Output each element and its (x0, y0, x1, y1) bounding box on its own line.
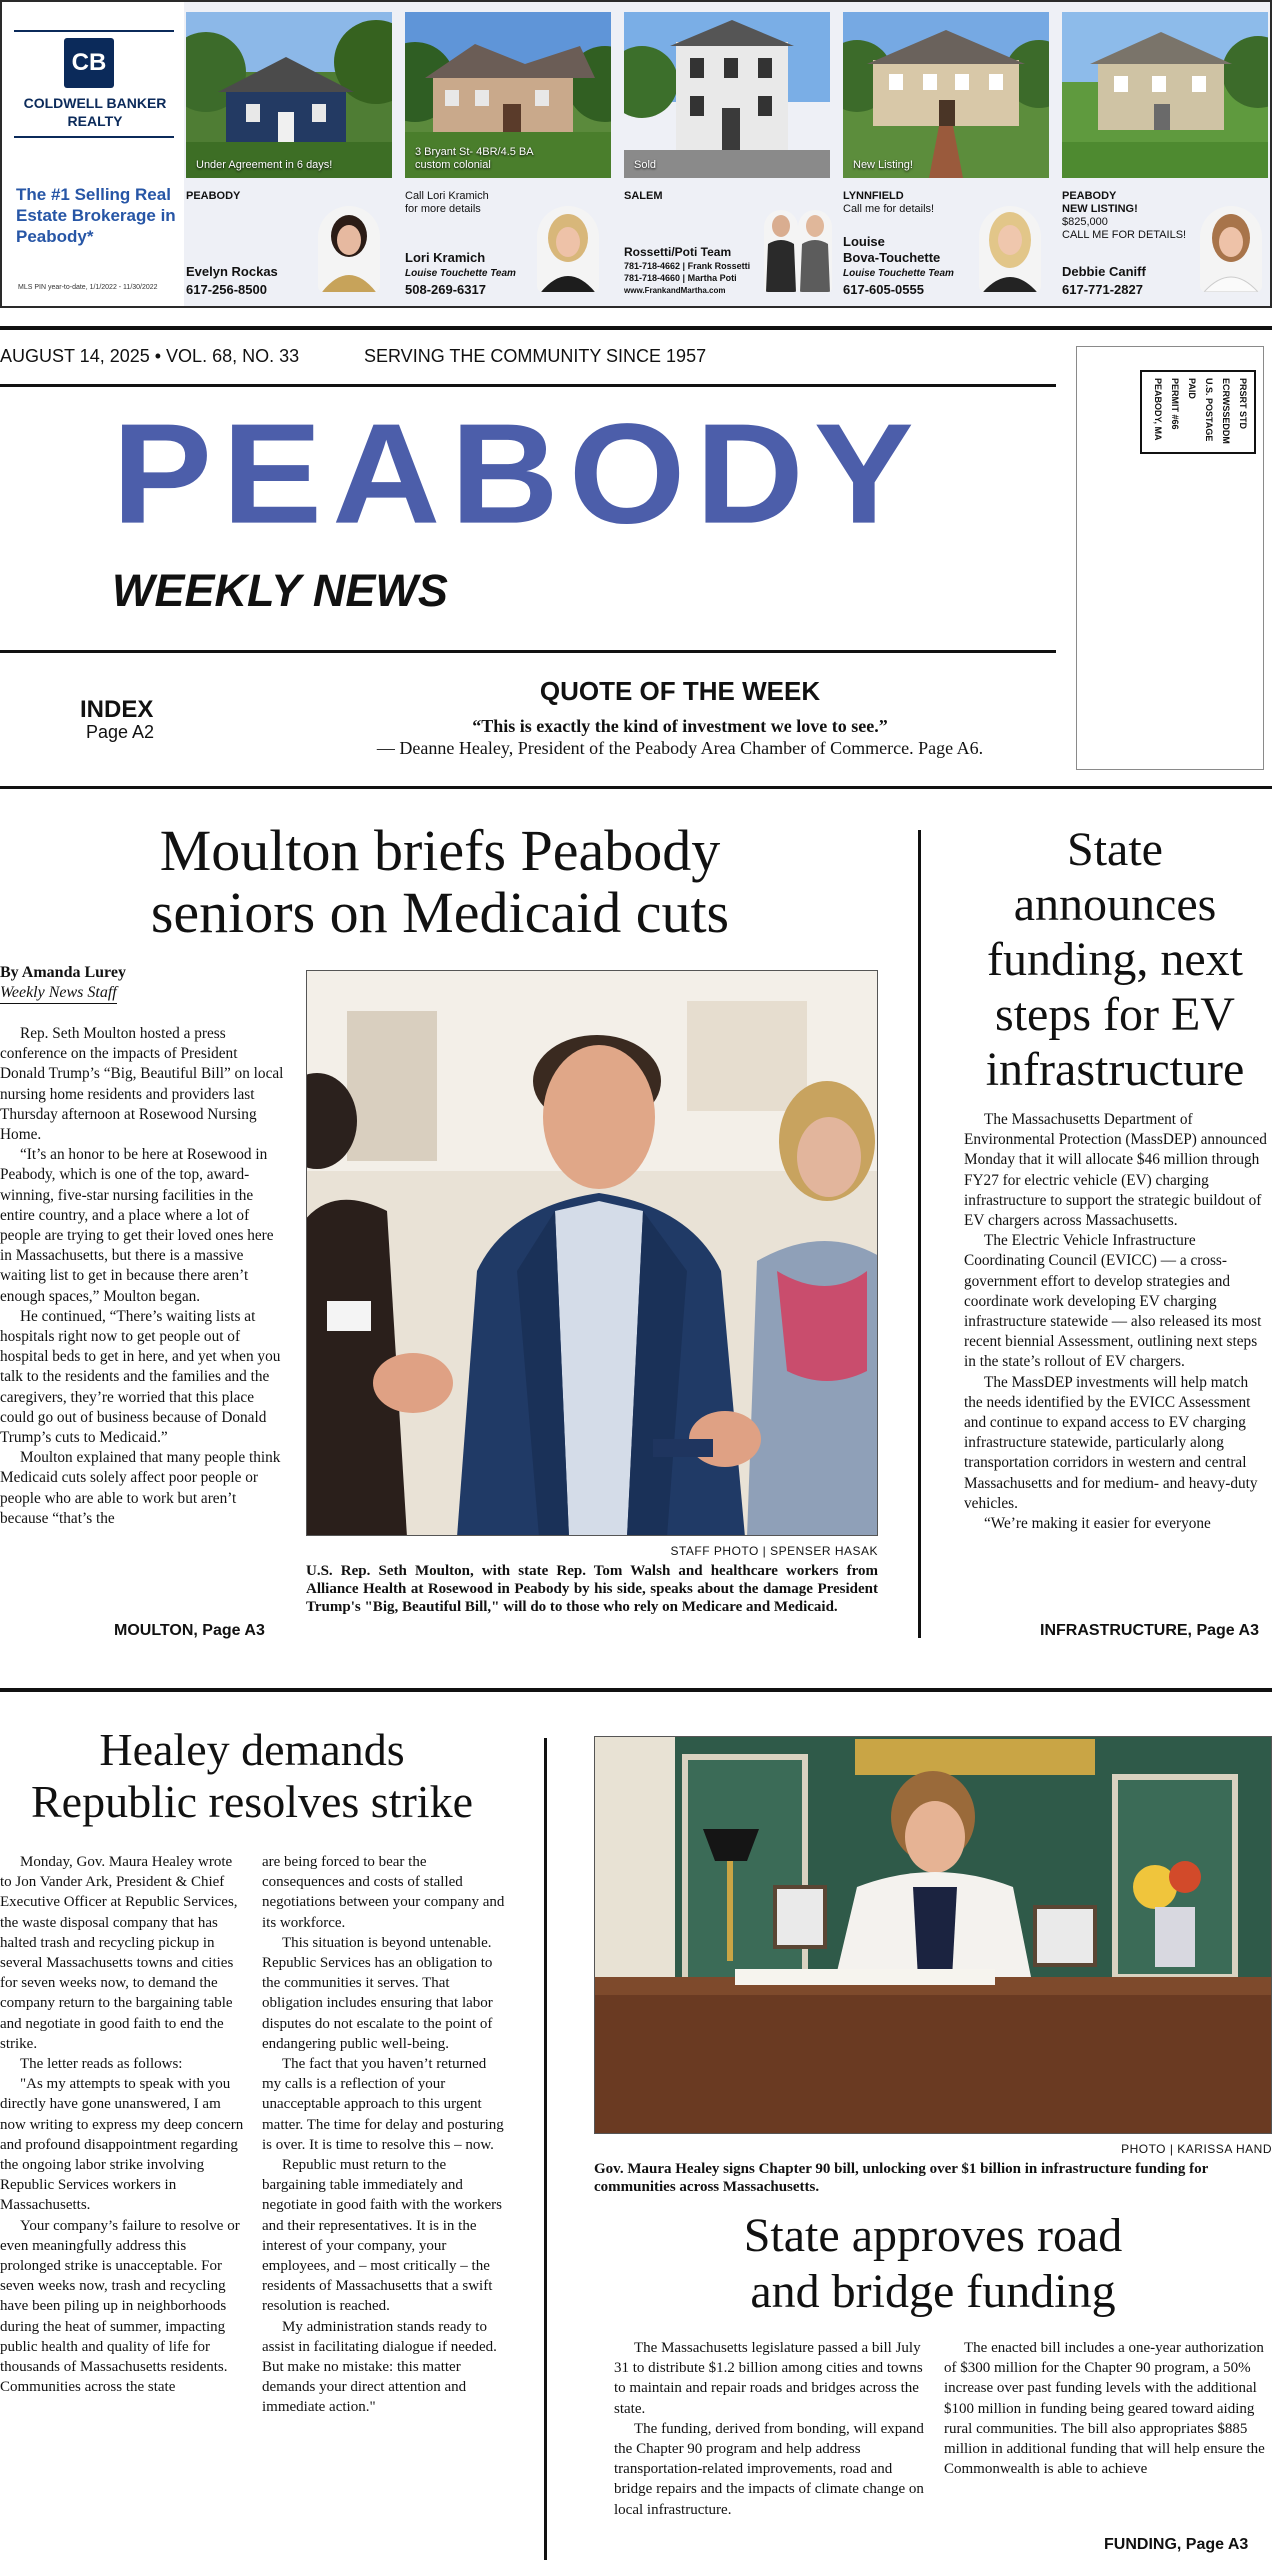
postage-permit-indicia (1140, 370, 1256, 454)
agent-phone: 617-605-0555 (843, 282, 924, 297)
issue-date-line: AUGUST 14, 2025 • VOL. 68, NO. 33 (0, 346, 300, 366)
headline-line: State (1067, 823, 1163, 876)
masthead-title: PEABODY (112, 393, 924, 554)
healey-signing-photo (594, 1736, 1272, 2134)
article-paragraph: are being forced to bear the consequences and costs of stalled negotiations between your company and its workforce. (262, 1854, 505, 1931)
quote-of-the-week-label: QUOTE OF THE WEEK (539, 676, 821, 706)
article-paragraph: The letter reads as follows: (20, 2056, 183, 2073)
index-page-ref[interactable]: Page A2 (86, 722, 155, 742)
house-photo (843, 12, 1049, 178)
photo-cutline: U.S. Rep. Seth Moulton, with state Rep. Tom Walsh and healthcare workers from Alliance Health at Rosewood in Peabody by his side, speaks about the damage President Trump's "Big, Beautiful Bill," will do to those who rely on Medicare and Medicaid. (306, 1563, 878, 1615)
house-image (1062, 12, 1268, 178)
house-photo (624, 12, 830, 178)
coldwell-banker-logo: CB (64, 38, 114, 88)
healey-strike-col-1 (0, 1852, 246, 2397)
road-funding-headline[interactable] (594, 2208, 1272, 2320)
byline-role: Weekly News Staff (0, 984, 117, 1004)
listing-card (186, 12, 392, 306)
article-paragraph: The funding, derived from bonding, will expand the Chapter 90 program and help address transportation-related improvements, road and bridge repairs and the impacts of climate change on local infrastructure. (614, 2420, 924, 2518)
headline-line: seniors on Medicaid cuts (150, 880, 730, 945)
listing-card (1062, 12, 1268, 306)
headline-line: steps for EV (995, 988, 1235, 1041)
agent-phone: 617-771-2827 (1062, 282, 1143, 297)
moulton-photo (306, 970, 878, 1536)
moulton-jump-link[interactable]: MOULTON, Page A3 (114, 1622, 265, 1639)
article-paragraph: The fact that you haven’t returned my calls is a reflection of your unacceptable approach to this urgent matter. The time for delay and posturing is over. It is time to resolve this – now. (262, 2056, 504, 2153)
fine-print: MLS PIN year-to-date, 1/1/2022 - 11/30/2022 (18, 284, 158, 291)
listing-card (624, 12, 830, 306)
caption-line: 3 Bryant St- 4BR/4.5 BA (415, 146, 534, 158)
photo-credit: STAFF PHOTO | SPENSER HASAK (670, 1544, 878, 1558)
quote-text: “This is exactly the kind of investment we love to see.” (472, 716, 888, 736)
quote-attribution: — Deanne Healey, President of the Peabody Area Chamber of Commerce. Page A6. (376, 738, 984, 758)
agent-phone: 508-269-6317 (405, 282, 486, 297)
headline-line: State approves road (743, 2209, 1123, 2262)
realty-ad-banner (0, 0, 1272, 308)
listing-card (843, 12, 1049, 306)
article-paragraph: Moulton explained that many people think Medicaid cuts solely affect poor people or people who are able to work but aren’t because “that’s the (0, 1449, 281, 1527)
moulton-press-conference-image (307, 971, 878, 1536)
masthead-subtitle: WEEKLY NEWS (112, 565, 448, 616)
photo-credit: PHOTO | KARISSA HAND (1121, 2142, 1272, 2156)
brand-name (10, 94, 180, 130)
article-paragraph: Republic must return to the bargaining table immediately and negotiate in good faith with the workers and their representatives. It is in the interest of your company, your employees, and – most critically – the residents of Massachusetts that a swift resolution is reached. (262, 2157, 502, 2315)
article-paragraph: The Massachusetts legislature passed a bill July 31 to distribute $1.2 billion among cities and towns to maintain and repair roads and bridges across the state. (614, 2340, 923, 2417)
permit-line: PRSRT STD (1238, 378, 1248, 430)
brand-name-line-2: REALTY (67, 113, 123, 129)
house-image (186, 12, 392, 178)
agent-name: Debbie Caniff (1062, 264, 1146, 279)
divider (0, 384, 1056, 387)
permit-line: PEABODY, MA (1153, 378, 1163, 441)
serving-since-line: SERVING THE COMMUNITY SINCE 1957 (364, 346, 707, 366)
article-paragraph: Monday, Gov. Maura Healey wrote to Jon Vander Ark, President & Chief Executive Officer at Republic Services, the waste disposal company that has halted trash and recycling pickup in several Massachusetts towns and cities for seven weeks now, to demand the company return to the bargaining table and negotiate in good faith to end the strike. (0, 1854, 238, 2052)
agent-headshot (764, 210, 798, 292)
house-image (843, 12, 1049, 178)
brand-name-line-1: COLDWELL BANKER (23, 95, 167, 111)
agent-phone: 617-256-8500 (186, 282, 267, 297)
permit-line: PERMIT #66 (1170, 378, 1180, 430)
listing-town: PEABODY (186, 190, 241, 202)
divider (0, 1688, 1272, 1692)
road-funding-col-2 (944, 2338, 1266, 2479)
healey-strike-headline[interactable] (0, 1724, 504, 1828)
listing-caption: Under Agreement in 6 days! (196, 159, 333, 171)
headline-line: Healey demands (99, 1724, 405, 1775)
article-paragraph: "As my attempts to speak with you directly have gone unanswered, I am now writing to express my deep concern and profound disappointment regarding the ongoing labor strike involving Republic Services workers in Massachusetts. (0, 2076, 244, 2214)
column-divider (918, 830, 921, 1638)
agent-name-line: Bova-Touchette (843, 250, 941, 265)
house-photo (405, 12, 611, 178)
column-divider (544, 1738, 547, 2560)
headline-line: and bridge funding (750, 2265, 1116, 2318)
listing-caption: Sold (634, 159, 657, 171)
article-paragraph: The Massachusetts Department of Environmental Protection (MassDEP) announced Monday that it will allocate $46 million through FY27 for electric vehicle (EV) charging infrastructure to support the strategic buildout of EV chargers across Massachusetts. (964, 1111, 1267, 1230)
agent-headshot (798, 210, 832, 292)
coldwell-banker-panel (2, 2, 184, 306)
brokerage-tagline: The #1 Selling Real Estate Brokerage in Peabody* (16, 185, 176, 246)
article-paragraph: “We’re making it easier for everyone (984, 1515, 1211, 1533)
agent-headshot (979, 206, 1041, 292)
article-paragraph: The Electric Vehicle Infrastructure Coordinating Council (EVICC) — a cross-government effort to develop strategies and coordinate work developing EV charging infrastructure statewide — also released its most recent biennial Assessment, outlining next steps in the state’s rollout of EV chargers. (964, 1232, 1262, 1371)
article-paragraph: This situation is beyond untenable. Republic Services has an obligation to the communities it serves. That obligation includes ensuring that labor disputes do not escalate to the point of endangering public well-being. (262, 1934, 493, 2052)
house-photo (186, 12, 392, 178)
article-paragraph: The MassDEP investments will help match the needs identified by the EVICC Assessment and continue to expand access to EV charging infrastructure statewide, particularly along transportation corridors in western and central Massachusetts and for medium- and heavy-duty vehicles. (964, 1373, 1258, 1512)
agent-contact: 781-718-4660 | Martha Poti (624, 273, 737, 283)
ev-article-body (964, 1110, 1270, 1534)
healey-strike-col-2 (262, 1852, 508, 2418)
agent-team: Louise Touchette Team (405, 268, 516, 279)
house-photo (1062, 12, 1268, 178)
agent-name (843, 234, 940, 266)
article-paragraph: He continued, “There’s waiting lists at hospitals right now to get people out of hospital beds to get in here, and yet when you talk to the residents and the families and the caregivers, they’re worried that this place could go out of business because of Donald Trump’s cuts to Medicaid.” (0, 1307, 281, 1447)
caption-line: custom colonial (415, 159, 491, 171)
divider (0, 326, 1272, 330)
listing-price: $825,000 (1062, 216, 1108, 228)
article-paragraph: The enacted bill includes a one-year authorization of $300 million for the Chapter 90 program, a 50% increase over past funding levels with the additional $100 million in funding being geared toward aiding rural communities. The bill also appropriates $885 million in additional funding that will help ensure the Commonwealth is able to achieve (944, 2340, 1265, 2478)
agent-team: Louise Touchette Team (843, 268, 954, 279)
permit-line: U.S. POSTAGE (1204, 378, 1214, 442)
listing-note: Call Lori Kramich (405, 190, 489, 202)
agent-website: www.FrankandMartha.com (624, 286, 726, 295)
divider (0, 650, 1056, 653)
index-label[interactable]: INDEX (80, 696, 154, 723)
headline-line: infrastructure (985, 1043, 1245, 1096)
permit-line: ECRWSSEDDM (1221, 378, 1231, 444)
house-image (624, 12, 830, 178)
ev-headline[interactable] (958, 822, 1272, 1097)
agent-name: Evelyn Rockas (186, 264, 278, 279)
moulton-headline[interactable] (0, 820, 880, 944)
listing-town: PEABODY (1062, 190, 1117, 202)
divider (14, 136, 174, 138)
agent-headshot (537, 206, 599, 292)
moulton-article-body (0, 1024, 284, 1529)
article-paragraph: My administration stands ready to assist in facilitating dialogue if needed. But make no mistake: this matter demands your direct attention and immediate action." (262, 2318, 497, 2416)
listing-note: CALL ME FOR DETAILS! (1062, 229, 1187, 241)
listing-town: SALEM (624, 190, 663, 202)
headline-line: Moulton briefs Peabody (159, 818, 721, 883)
listing-note: for more details (405, 203, 481, 215)
healey-signing-image (595, 1737, 1272, 2134)
funding-jump-link[interactable]: FUNDING, Page A3 (1104, 2536, 1249, 2553)
permit-text (1152, 378, 1248, 448)
article-paragraph: “It’s an honor to be here at Rosewood in Peabody, which is one of the top, award-winning, five-star nursing facilities in the entire country, and a place where a lot of people are trying to get their loved ones here in Massachusetts, but there is a massive waiting list to get in because there aren’t enough spaces,” Moulton began. (0, 1146, 274, 1305)
listing-caption (415, 146, 534, 172)
photo-cutline: Gov. Maura Healey signs Chapter 90 bill, unlocking over $1 billion in infrastructure funding for communities across Massachusetts. (594, 2161, 1208, 2195)
listing-caption: New Listing! (853, 159, 913, 171)
ev-jump-link[interactable]: INFRASTRUCTURE, Page A3 (1040, 1622, 1259, 1639)
divider (0, 786, 1272, 789)
agent-contact: 781-718-4662 | Frank Rossetti (624, 261, 751, 271)
article-paragraph: Rep. Seth Moulton hosted a press conference on the impacts of President Donald Trump’s “Big, Beautiful Bill” on local nursing home residents and providers last Thursday afternoon at Rosewood Nursing Home. (0, 1025, 284, 1144)
article-paragraph: Your company’s failure to resolve or even meaningfully address this prolonged strike is unacceptable. For seven weeks now, trash and recycling have been piling up in neighborhoods during the heat of summer, impacting public health and quality of life for thousands of Massachusetts residents. Communities across the state (0, 2217, 240, 2396)
permit-line: PAID (1187, 378, 1197, 399)
byline: By Amanda Lurey (0, 964, 126, 981)
listing-note: NEW LISTING! (1062, 203, 1138, 215)
headline-line: announces (1013, 878, 1217, 931)
agent-name-line: Louise (843, 234, 885, 249)
listing-card (405, 12, 611, 306)
agent-headshot (1200, 206, 1262, 292)
agent-name: Lori Kramich (405, 250, 486, 265)
agent-name: Rossetti/Poti Team (624, 245, 732, 259)
headline-line: funding, next (987, 933, 1243, 986)
divider (14, 30, 174, 32)
listing-note: Call me for details! (843, 203, 935, 215)
headline-line: Republic resolves strike (30, 1776, 473, 1827)
road-funding-col-1 (614, 2338, 928, 2520)
agent-headshot (318, 206, 380, 292)
listing-town: LYNNFIELD (843, 190, 904, 202)
